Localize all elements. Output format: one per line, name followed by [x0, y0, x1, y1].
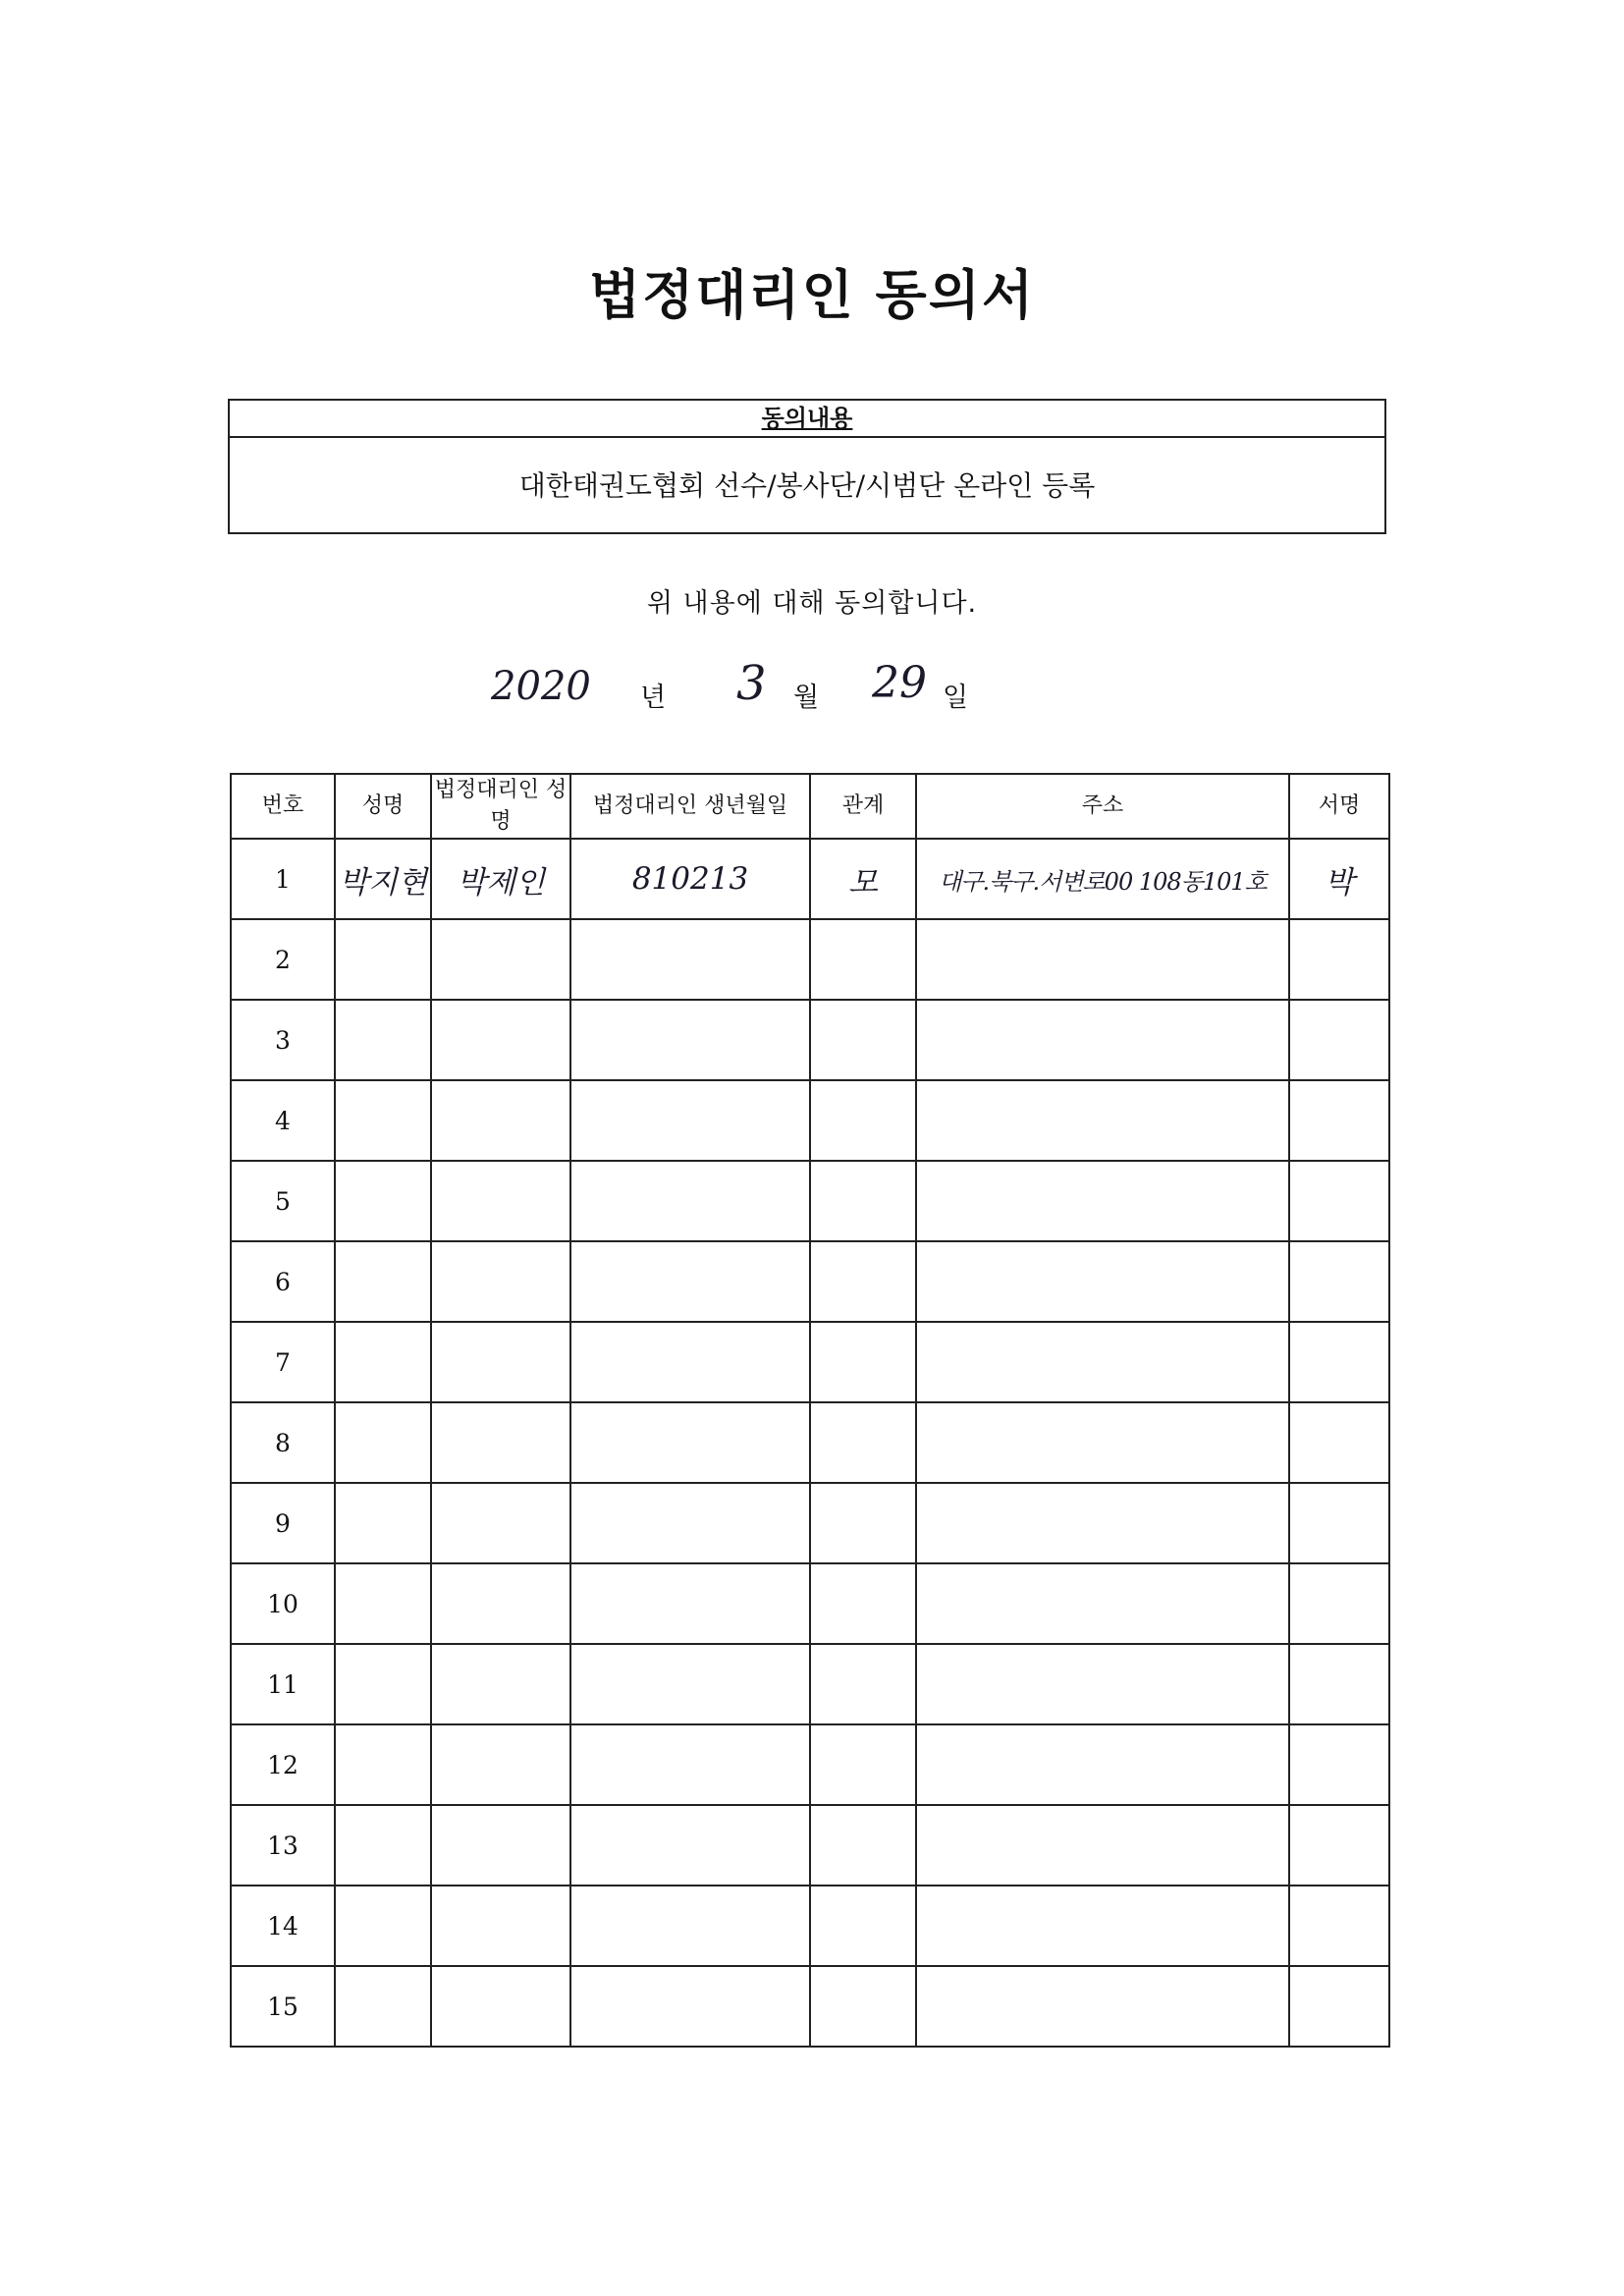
cell-signature[interactable] [1289, 1161, 1389, 1241]
cell-signature[interactable] [1289, 1080, 1389, 1161]
table-header-row [231, 774, 1389, 839]
cell-guardian-birth[interactable] [570, 1000, 810, 1080]
cell-signature[interactable] [1289, 919, 1389, 1000]
cell-no: 7 [231, 1322, 335, 1402]
table-row [231, 1483, 1389, 1563]
cell-address[interactable] [916, 1161, 1289, 1241]
cell-name[interactable] [335, 1483, 431, 1563]
header-no: 번호 [231, 774, 335, 839]
cell-name[interactable] [335, 1805, 431, 1886]
cell-relation[interactable] [810, 1966, 916, 2047]
date-month[interactable]: 3 [736, 656, 767, 711]
cell-guardian-birth[interactable] [570, 1322, 810, 1402]
cell-address[interactable] [916, 1886, 1289, 1966]
cell-name[interactable] [335, 1000, 431, 1080]
cell-no: 10 [231, 1563, 335, 1644]
table-row [231, 1241, 1389, 1322]
table-row [231, 1644, 1389, 1724]
agreement-statement: 위 내용에 대해 동의합니다. [646, 588, 978, 619]
cell-guardian-birth[interactable] [570, 1563, 810, 1644]
cell-no: 13 [231, 1805, 335, 1886]
cell-relation[interactable] [810, 1563, 916, 1644]
date-day-unit: 일 [943, 683, 969, 713]
cell-no: 5 [231, 1161, 335, 1241]
page-title: 법정대리인 동의서 [588, 264, 1036, 326]
cell-name[interactable] [335, 1724, 431, 1805]
cell-guardian-birth[interactable] [570, 1805, 810, 1886]
cell-relation[interactable] [810, 919, 916, 1000]
cell-guardian-name[interactable] [431, 1805, 570, 1886]
cell-name[interactable] [335, 1886, 431, 1966]
cell-no: 3 [231, 1000, 335, 1080]
cell-no: 6 [231, 1241, 335, 1322]
cell-no: 15 [231, 1966, 335, 2047]
cell-address[interactable] [916, 1402, 1289, 1483]
cell-guardian-name[interactable] [431, 919, 570, 1000]
cell-relation[interactable] [810, 1724, 916, 1805]
cell-signature[interactable] [1289, 1805, 1389, 1886]
cell-relation[interactable] [810, 1080, 916, 1161]
cell-name[interactable] [335, 1402, 431, 1483]
cell-signature[interactable] [1289, 1724, 1389, 1805]
cell-guardian-name[interactable] [431, 1644, 570, 1724]
date-line [491, 656, 1041, 725]
cell-no: 4 [231, 1080, 335, 1161]
cell-name[interactable] [335, 919, 431, 1000]
header-address: 주소 [916, 774, 1289, 839]
cell-guardian-name[interactable] [431, 1402, 570, 1483]
cell-guardian-name[interactable] [431, 1161, 570, 1241]
date-year[interactable]: 2020 [491, 664, 591, 709]
consent-box-header [230, 401, 1384, 438]
cell-relation[interactable] [810, 1402, 916, 1483]
cell-signature[interactable] [1289, 1241, 1389, 1322]
cell-relation[interactable] [810, 1483, 916, 1563]
cell-address[interactable] [916, 1241, 1289, 1322]
consent-box-header-text: 동의내용 [761, 405, 853, 432]
cell-signature[interactable] [1289, 1563, 1389, 1644]
header-guardian-name: 법정대리인 성명 [431, 774, 570, 839]
cell-name[interactable] [335, 1966, 431, 2047]
cell-name[interactable] [335, 1161, 431, 1241]
cell-no: 9 [231, 1483, 335, 1563]
consent-box [228, 399, 1386, 534]
header-relation: 관계 [810, 774, 916, 839]
cell-no: 14 [231, 1886, 335, 1966]
cell-name[interactable] [335, 1241, 431, 1322]
cell-signature[interactable] [1289, 1000, 1389, 1080]
cell-no: 11 [231, 1644, 335, 1724]
table-row [231, 1724, 1389, 1805]
date-day[interactable]: 29 [872, 658, 927, 708]
cell-signature[interactable] [1289, 1886, 1389, 1966]
cell-guardian-name[interactable] [431, 1886, 570, 1966]
cell-relation[interactable] [810, 1000, 916, 1080]
cell-guardian-name[interactable] [431, 1322, 570, 1402]
cell-signature[interactable] [1289, 1322, 1389, 1402]
cell-guardian-birth[interactable] [570, 1966, 810, 2047]
cell-signature[interactable] [1289, 1483, 1389, 1563]
cell-guardian-birth[interactable] [570, 1080, 810, 1161]
cell-address[interactable]: 대구.북구.서변로00 108동101호 [916, 839, 1289, 919]
cell-name[interactable]: 박지현 [335, 839, 431, 919]
cell-guardian-birth[interactable] [570, 1724, 810, 1805]
cell-address[interactable] [916, 1000, 1289, 1080]
cell-address[interactable] [916, 1966, 1289, 2047]
cell-name[interactable] [335, 1322, 431, 1402]
cell-address[interactable] [916, 919, 1289, 1000]
cell-guardian-name[interactable] [431, 1241, 570, 1322]
cell-guardian-name[interactable] [431, 1966, 570, 2047]
cell-guardian-birth[interactable] [570, 1483, 810, 1563]
cell-signature[interactable] [1289, 1644, 1389, 1724]
cell-guardian-birth[interactable]: 810213 [570, 839, 810, 919]
header-guardian-birth: 법정대리인 생년월일 [570, 774, 810, 839]
cell-signature[interactable] [1289, 1966, 1389, 2047]
cell-guardian-name[interactable] [431, 1000, 570, 1080]
cell-guardian-birth[interactable] [570, 1161, 810, 1241]
cell-guardian-name[interactable] [431, 1724, 570, 1805]
cell-signature[interactable]: 박 [1289, 839, 1389, 919]
cell-guardian-name[interactable] [431, 1563, 570, 1644]
table-row [231, 839, 1389, 919]
cell-address[interactable] [916, 1644, 1289, 1724]
date-year-unit: 년 [640, 683, 667, 713]
cell-no: 8 [231, 1402, 335, 1483]
cell-guardian-birth[interactable] [570, 1644, 810, 1724]
cell-relation[interactable] [810, 1886, 916, 1966]
cell-relation[interactable] [810, 1241, 916, 1322]
cell-guardian-birth[interactable] [570, 1886, 810, 1966]
cell-guardian-name[interactable]: 박제인 [431, 839, 570, 919]
consent-content: 대한태권도협회 선수/봉사단/시범단 온라인 등록 [518, 469, 1096, 502]
cell-guardian-birth[interactable] [570, 1402, 810, 1483]
cell-address[interactable] [916, 1724, 1289, 1805]
cell-name[interactable] [335, 1080, 431, 1161]
cell-name[interactable] [335, 1563, 431, 1644]
cell-address[interactable] [916, 1322, 1289, 1402]
guardian-table [230, 773, 1390, 2048]
header-signature: 서명 [1289, 774, 1389, 839]
table-row [231, 1161, 1389, 1241]
table-row [231, 1080, 1389, 1161]
cell-relation[interactable] [810, 1322, 916, 1402]
table-row [231, 1966, 1389, 2047]
cell-no: 2 [231, 919, 335, 1000]
cell-no: 12 [231, 1724, 335, 1805]
cell-no: 1 [231, 839, 335, 919]
cell-guardian-birth[interactable] [570, 1241, 810, 1322]
cell-signature[interactable] [1289, 1402, 1389, 1483]
cell-guardian-birth[interactable] [570, 919, 810, 1000]
cell-address[interactable] [916, 1483, 1289, 1563]
cell-address[interactable] [916, 1080, 1289, 1161]
cell-relation[interactable] [810, 1805, 916, 1886]
cell-address[interactable] [916, 1805, 1289, 1886]
table-row [231, 1805, 1389, 1886]
table-row [231, 1000, 1389, 1080]
cell-relation[interactable] [810, 1161, 916, 1241]
date-month-unit: 월 [793, 683, 820, 713]
header-name: 성명 [335, 774, 431, 839]
cell-relation[interactable] [810, 1644, 916, 1724]
cell-relation[interactable]: 모 [810, 839, 916, 919]
table-row [231, 1886, 1389, 1966]
table-row [231, 919, 1389, 1000]
table-row [231, 1402, 1389, 1483]
table-row [231, 1563, 1389, 1644]
cell-address[interactable] [916, 1563, 1289, 1644]
cell-guardian-name[interactable] [431, 1483, 570, 1563]
cell-name[interactable] [335, 1644, 431, 1724]
cell-guardian-name[interactable] [431, 1080, 570, 1161]
table-row [231, 1322, 1389, 1402]
